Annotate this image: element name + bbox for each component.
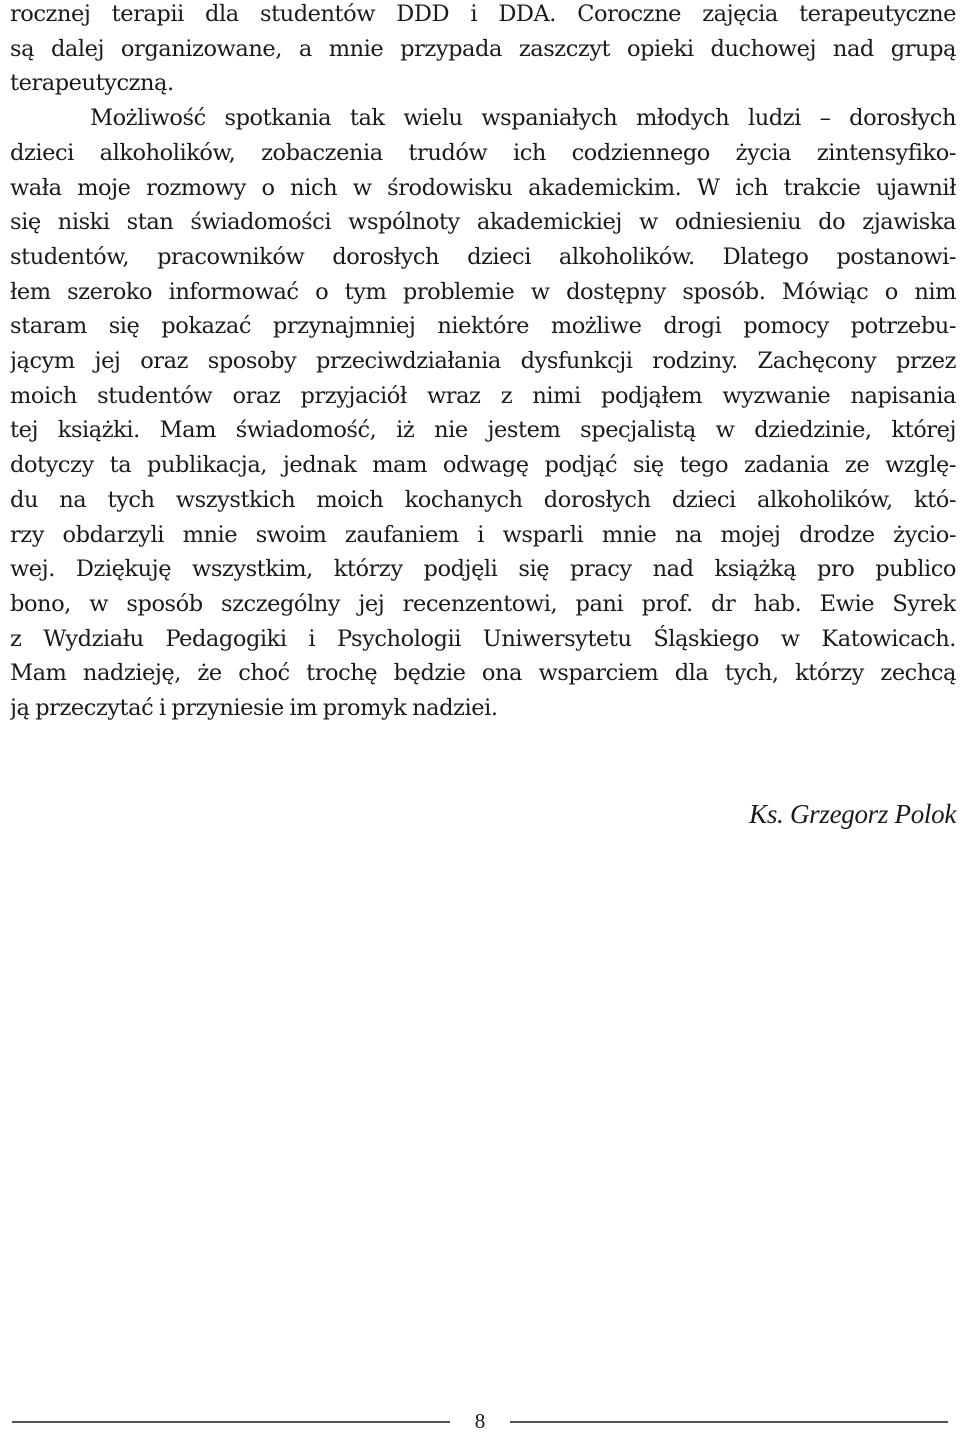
text-line: wej. Dziękuję wszystkim, którzy podjęli się pracy nad książką pro publico bbox=[10, 556, 956, 583]
text-line: dzieci alkoholików, zobaczenia trudów ich codziennego życia zintensyfiko- bbox=[10, 139, 956, 166]
footer-rule-left bbox=[12, 1421, 450, 1423]
footer-rule-right bbox=[510, 1421, 948, 1423]
text-line: rocznej terapii dla studentów DDD i DDA. Coroczne zajęcia terapeutyczne bbox=[10, 1, 956, 27]
text-line: są dalej organizowane, a mnie przypada zaszczyt opieki duchowej nad grupą bbox=[10, 35, 956, 62]
text-line: z Wydziału Pedagogiki i Psychologii Uniwersytetu Śląskiego w Katowicach. bbox=[10, 625, 956, 652]
text-line: Możliwość spotkania tak wielu wspaniałych młodych ludzi – dorosłych bbox=[90, 105, 956, 132]
text-line: du na tych wszystkich moich kochanych dorosłych dzieci alkoholików, któ- bbox=[10, 486, 956, 513]
text-line: rzy obdarzyli mnie swoim zaufaniem i wsparli mnie na mojej drodze życio- bbox=[10, 521, 956, 548]
page-footer bbox=[12, 1404, 948, 1438]
text-line: staram się pokazać przynajmniej niektóre możliwe drogi pomocy potrzebu- bbox=[10, 313, 956, 340]
text-line: łem szeroko informować o tym problemie w dostępny sposób. Mówiąc o nim bbox=[10, 278, 956, 305]
text-line: tej książki. Mam świadomość, iż nie jestem specjalistą w dziedzinie, której bbox=[10, 417, 956, 444]
text-line: bono, w sposób szczególny jej recenzentowi, pani prof. dr hab. Ewie Syrek bbox=[10, 590, 956, 617]
body-text bbox=[10, 0, 956, 726]
text-line: ją przeczytać i przyniesie im promyk nadziei. bbox=[10, 695, 498, 722]
text-line: się niski stan świadomości wspólnoty akademickiej w odniesieniu do zjawiska bbox=[10, 209, 956, 236]
text-line: dotyczy ta publikacja, jednak mam odwagę podjąć się tego zadania ze wzglę- bbox=[10, 452, 956, 479]
text-line: Mam nadzieję, że choć trochę będzie ona wsparciem dla tych, którzy zechcą bbox=[10, 660, 956, 687]
author-signature: Ks. Grzegorz Polok bbox=[749, 799, 956, 829]
text-line: jącym jej oraz sposoby przeciwdziałania dysfunkcji rodziny. Zachęcony przez bbox=[10, 348, 956, 375]
text-line: wała moje rozmowy o nich w środowisku akademickim. W ich trakcie ujawnił bbox=[10, 174, 956, 201]
text-line: moich studentów oraz przyjaciół wraz z nimi podjąłem wyzwanie napisania bbox=[10, 382, 956, 409]
page-number: 8 bbox=[474, 1409, 486, 1433]
text-line: studentów, pracowników dorosłych dzieci alkoholików. Dlatego postanowi- bbox=[10, 243, 956, 270]
text-line: terapeutyczną. bbox=[10, 70, 174, 97]
